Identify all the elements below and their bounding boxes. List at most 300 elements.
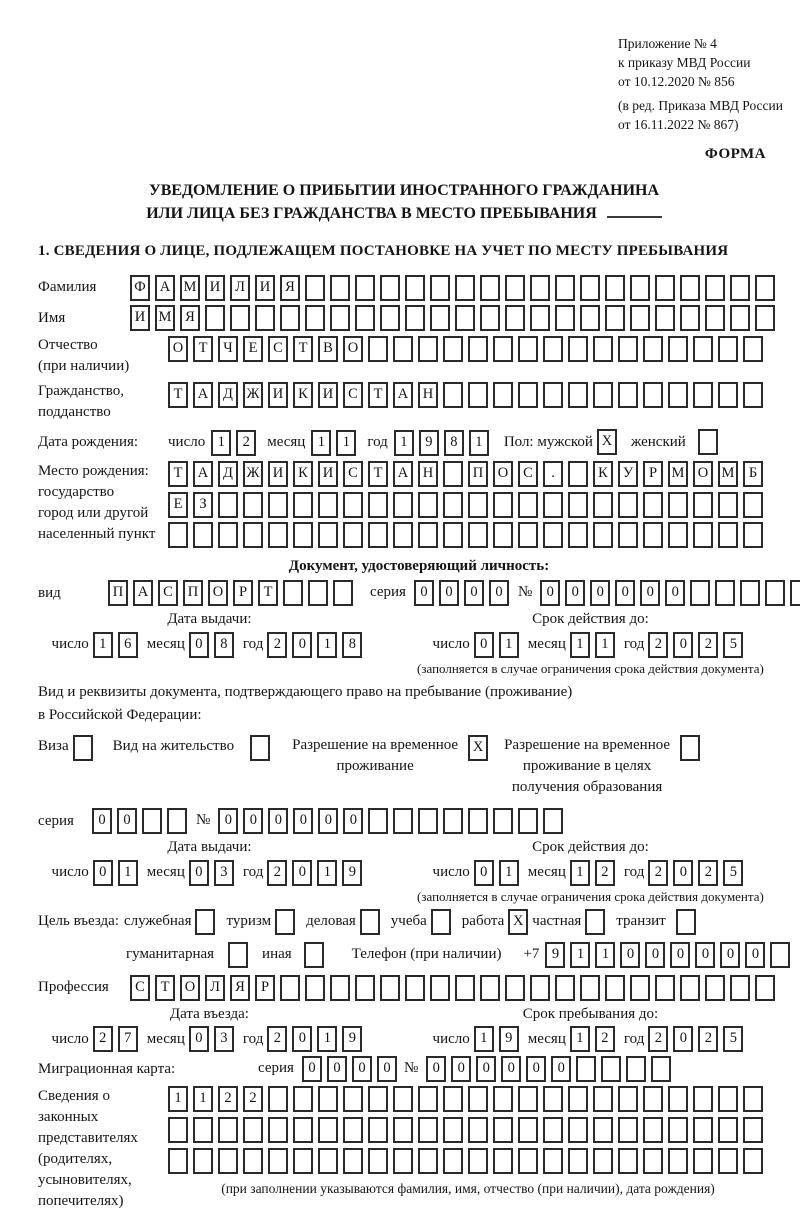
char-cell: 1 (317, 632, 337, 658)
char-cell (430, 275, 450, 301)
char-cell: 0 (189, 860, 209, 886)
char-cell: Ж (243, 382, 263, 408)
char-cell: Д (218, 461, 238, 487)
char-cell (355, 975, 375, 1001)
char-cell: 9 (342, 1026, 362, 1052)
char-cell: И (268, 382, 288, 408)
char-cell: И (130, 305, 150, 331)
char-cell: 1 (211, 430, 231, 456)
char-cell (343, 522, 363, 548)
birth-place-cells-2 (168, 491, 768, 518)
char-cell (218, 522, 238, 548)
char-cell (230, 305, 250, 331)
char-cell (468, 1148, 488, 1174)
char-cell: Р (233, 580, 253, 606)
char-cell (343, 1148, 363, 1174)
identity-doc-heading: Документ, удостоверяющий личность: (288, 558, 550, 575)
temp-residence-education-option (504, 735, 700, 798)
char-cell: 9 (342, 860, 362, 886)
char-cell (205, 305, 225, 331)
char-cell: Н (418, 382, 438, 408)
char-cell (643, 1148, 663, 1174)
legal-reps-row-2 (168, 1116, 768, 1143)
char-cell: 5 (723, 860, 743, 886)
char-cell (593, 1086, 613, 1112)
purpose-business-checkbox (360, 909, 380, 935)
char-cell: 0 (343, 808, 363, 834)
char-cell: 0 (302, 1056, 322, 1082)
given-name-label: Имя (38, 309, 66, 326)
char-cell (355, 305, 375, 331)
char-cell (393, 492, 413, 518)
day-label: число (168, 433, 206, 450)
char-cell (718, 492, 738, 518)
char-cell (543, 336, 563, 362)
permit-dates (38, 838, 800, 905)
char-cell: 0 (426, 1056, 446, 1082)
char-cell (743, 1086, 763, 1112)
char-cell (393, 1148, 413, 1174)
char-cell: 0 (327, 1056, 347, 1082)
char-cell: 5 (723, 1026, 743, 1052)
char-cell: И (205, 275, 225, 301)
day-label: число (51, 1030, 89, 1047)
stay-until-heading: Срок пребывания до: (522, 1005, 659, 1022)
char-cell: П (108, 580, 128, 606)
char-cell: 2 (698, 1026, 718, 1052)
char-cell (468, 522, 488, 548)
char-cell (718, 1086, 738, 1112)
entry-month-cells (189, 1026, 239, 1053)
permit-number-label: № (196, 812, 211, 829)
sex-male-label: Пол: мужской (503, 433, 593, 450)
char-cell: Я (180, 305, 200, 331)
char-cell: С (158, 580, 178, 606)
char-cell: Т (368, 461, 388, 487)
char-cell (368, 336, 388, 362)
month-label: месяц (146, 635, 185, 652)
char-cell: 0 (673, 860, 693, 886)
migration-number-label: № (403, 1060, 419, 1077)
year-label: год (623, 635, 645, 652)
char-cell: И (255, 275, 275, 301)
char-cell: 0 (352, 1056, 372, 1082)
char-cell (193, 1148, 213, 1174)
entry-stay-dates (38, 1005, 800, 1053)
char-cell (543, 522, 563, 548)
phone-label: Телефон (при наличии) (351, 946, 502, 963)
char-cell: 1 (595, 942, 615, 968)
char-cell: 0 (476, 1056, 496, 1082)
char-cell: Ф (130, 275, 150, 301)
char-cell (705, 275, 725, 301)
valid1-day-cells (474, 631, 524, 658)
day-label: число (51, 863, 89, 880)
char-cell (468, 336, 488, 362)
char-cell: 1 (336, 430, 356, 456)
char-cell (743, 1117, 763, 1143)
birth-place-label: Место рождения: государство город или другой населенный пункт (38, 462, 156, 542)
char-cell (693, 1086, 713, 1112)
migration-series-cells (302, 1055, 402, 1082)
issue1-year-cells (267, 631, 367, 658)
char-cell (468, 1086, 488, 1112)
char-cell (618, 1148, 638, 1174)
char-cell (468, 382, 488, 408)
char-cell (443, 1148, 463, 1174)
char-cell (518, 492, 538, 518)
char-cell: Т (258, 580, 278, 606)
char-cell (518, 808, 538, 834)
char-cell (218, 1148, 238, 1174)
char-cell: 1 (317, 1026, 337, 1052)
residence-permit-label: Вид на жительство (112, 737, 235, 754)
char-cell (305, 305, 325, 331)
char-cell: 0 (540, 580, 560, 606)
char-cell: И (318, 382, 338, 408)
stay-until-block (381, 1005, 800, 1053)
given-name-row (38, 305, 800, 332)
char-cell: Т (168, 382, 188, 408)
purpose-row-1 (38, 909, 800, 935)
char-cell: 0 (695, 942, 715, 968)
char-cell: 0 (292, 632, 312, 658)
phone-cells (545, 942, 795, 969)
char-cell (705, 975, 725, 1001)
char-cell (493, 382, 513, 408)
char-cell (668, 382, 688, 408)
legal-reps-note: (при заполнении указываются фамилия, имя, отчество (при наличии), дата рождения) (221, 1180, 715, 1196)
char-cell: С (268, 336, 288, 362)
char-cell: 1 (570, 1026, 590, 1052)
char-cell: Е (168, 492, 188, 518)
char-cell (618, 382, 638, 408)
char-cell (368, 1117, 388, 1143)
char-cell: 0 (489, 580, 509, 606)
char-cell: 0 (189, 1026, 209, 1052)
char-cell: 0 (665, 580, 685, 606)
birth-year-cells (394, 429, 494, 456)
char-cell (330, 275, 350, 301)
char-cell: П (468, 461, 488, 487)
char-cell: 0 (464, 580, 484, 606)
char-cell (718, 522, 738, 548)
char-cell (593, 336, 613, 362)
header-line-5: от 16.11.2022 № 867) (618, 117, 739, 132)
char-cell (318, 492, 338, 518)
profession-row (38, 974, 800, 1001)
char-cell (643, 336, 663, 362)
citizenship-row (38, 381, 800, 423)
char-cell (568, 1148, 588, 1174)
char-cell (680, 305, 700, 331)
char-cell (468, 808, 488, 834)
char-cell (318, 1148, 338, 1174)
char-cell (730, 975, 750, 1001)
char-cell (743, 336, 763, 362)
entry-date-heading: Дата въезда: (169, 1005, 249, 1022)
stay-until-row (381, 1026, 800, 1053)
char-cell (593, 1117, 613, 1143)
char-cell (730, 275, 750, 301)
char-cell: Р (643, 461, 663, 487)
purpose-other-checkbox (304, 942, 324, 968)
char-cell (255, 305, 275, 331)
month-label: месяц (267, 433, 306, 450)
char-cell (755, 275, 775, 301)
birth-day-cells (211, 429, 261, 456)
char-cell (765, 580, 785, 606)
char-cell (293, 492, 313, 518)
char-cell (580, 275, 600, 301)
char-cell: 1 (193, 1086, 213, 1112)
char-cell: 0 (526, 1056, 546, 1082)
char-cell (718, 1117, 738, 1143)
char-cell: 2 (648, 860, 668, 886)
purpose-study-checkbox (431, 909, 451, 935)
char-cell (305, 975, 325, 1001)
permit-number-cells (218, 808, 568, 835)
legal-reps-cells-3 (168, 1147, 768, 1174)
issue1-day-cells (93, 631, 143, 658)
char-cell: 0 (670, 942, 690, 968)
residence-doc-line-2: в Российской Федерации: (38, 706, 202, 723)
char-cell: К (293, 461, 313, 487)
char-cell (618, 1086, 638, 1112)
char-cell (343, 1086, 363, 1112)
char-cell (480, 975, 500, 1001)
char-cell (330, 305, 350, 331)
char-cell: 1 (570, 632, 590, 658)
char-cell: 0 (720, 942, 740, 968)
doc-type-cells (108, 579, 358, 606)
visa-checkbox (73, 735, 93, 761)
char-cell: М (155, 305, 175, 331)
char-cell: И (318, 461, 338, 487)
valid-until-2-heading: Срок действия до: (532, 839, 649, 856)
char-cell (380, 275, 400, 301)
char-cell (593, 522, 613, 548)
char-cell (268, 1086, 288, 1112)
char-cell: 2 (236, 430, 256, 456)
legal-reps-block (38, 1086, 800, 1212)
issue1-month-cells (189, 631, 239, 658)
char-cell (630, 275, 650, 301)
purpose-tourism-checkbox (275, 909, 295, 935)
migration-card-label: Миграционная карта: (38, 1060, 176, 1077)
char-cell: 1 (474, 1026, 494, 1052)
char-cell (443, 461, 463, 487)
char-cell (505, 305, 525, 331)
form-title-line-1: УВЕДОМЛЕНИЕ О ПРИБЫТИИ ИНОСТРАННОГО ГРАЖДАНИНА (148, 182, 660, 199)
char-cell (740, 580, 760, 606)
char-cell: К (593, 461, 613, 487)
doc-series-label: серия (370, 584, 406, 601)
char-cell (643, 492, 663, 518)
char-cell (668, 336, 688, 362)
char-cell: О (180, 975, 200, 1001)
legal-reps-cells-1 (168, 1086, 768, 1113)
migration-card-row (38, 1055, 800, 1082)
char-cell: Т (168, 461, 188, 487)
char-cell (543, 382, 563, 408)
char-cell (283, 580, 303, 606)
char-cell (430, 975, 450, 1001)
char-cell: Л (205, 975, 225, 1001)
char-cell: 2 (648, 632, 668, 658)
char-cell (393, 522, 413, 548)
char-cell (668, 1148, 688, 1174)
char-cell: 0 (640, 580, 660, 606)
month-label: месяц (527, 863, 566, 880)
char-cell (643, 382, 663, 408)
char-cell: 5 (723, 632, 743, 658)
header-reference-block (618, 34, 800, 134)
purpose-work-label: работа (461, 913, 505, 930)
char-cell (690, 580, 710, 606)
char-cell: О (693, 461, 713, 487)
char-cell: 0 (439, 580, 459, 606)
char-cell (305, 275, 325, 301)
char-cell (715, 580, 735, 606)
header-line-3: от 10.12.2020 № 856 (618, 74, 735, 89)
char-cell (743, 492, 763, 518)
purpose-label: Цель въезда: (38, 913, 119, 930)
char-cell: 0 (189, 632, 209, 658)
purpose-transit-checkbox (676, 909, 696, 935)
entry-day-cells (93, 1026, 143, 1053)
char-cell (343, 1117, 363, 1143)
char-cell: 9 (545, 942, 565, 968)
valid1-month-cells (570, 631, 620, 658)
char-cell (693, 382, 713, 408)
surname-row (38, 274, 800, 301)
profession-label: Профессия (38, 979, 109, 996)
char-cell (693, 1117, 713, 1143)
char-cell: Т (193, 336, 213, 362)
valid-until-2-row (381, 859, 800, 886)
char-cell: М (718, 461, 738, 487)
char-cell (493, 808, 513, 834)
char-cell: О (493, 461, 513, 487)
char-cell (418, 336, 438, 362)
issue-date-2-block (38, 838, 381, 905)
char-cell (443, 492, 463, 518)
char-cell: 0 (745, 942, 765, 968)
char-cell: 1 (595, 632, 615, 658)
char-cell (318, 1117, 338, 1143)
char-cell: 2 (243, 1086, 263, 1112)
char-cell (655, 275, 675, 301)
char-cell (280, 975, 300, 1001)
sex-female-checkbox (698, 429, 718, 455)
birth-date-label: Дата рождения: (38, 434, 139, 451)
char-cell (168, 1117, 188, 1143)
char-cell (393, 808, 413, 834)
char-cell: 3 (214, 860, 234, 886)
char-cell: 1 (570, 860, 590, 886)
char-cell: Р (255, 975, 275, 1001)
char-cell: А (193, 382, 213, 408)
issue-date-1-heading: Дата выдачи: (167, 610, 252, 627)
char-cell (580, 975, 600, 1001)
char-cell (218, 1117, 238, 1143)
legal-reps-cells-2 (168, 1116, 768, 1143)
char-cell (243, 1117, 263, 1143)
month-label: месяц (527, 1030, 566, 1047)
citizenship-label: Гражданство, подданство (38, 383, 125, 421)
char-cell (580, 305, 600, 331)
char-cell: 9 (419, 430, 439, 456)
char-cell (543, 492, 563, 518)
char-cell (193, 1117, 213, 1143)
char-cell (368, 522, 388, 548)
purpose-humanitarian-checkbox (228, 942, 248, 968)
birth-date-row (38, 429, 800, 456)
char-cell (555, 975, 575, 1001)
char-cell (443, 336, 463, 362)
char-cell (530, 975, 550, 1001)
char-cell (680, 975, 700, 1001)
char-cell (443, 808, 463, 834)
char-cell: 0 (243, 808, 263, 834)
char-cell: С (518, 461, 538, 487)
residence-permit-checkbox (250, 735, 270, 761)
temp-residence-education-label: Разрешение на временное проживание в целях получения образования (504, 736, 671, 795)
char-cell (418, 1086, 438, 1112)
char-cell (418, 522, 438, 548)
birth-place-cell-rows (168, 461, 768, 553)
char-cell (668, 492, 688, 518)
valid-until-1-row (381, 631, 800, 658)
char-cell: 0 (565, 580, 585, 606)
char-cell: 7 (118, 1026, 138, 1052)
birth-month-cells (311, 429, 361, 456)
char-cell: В (318, 336, 338, 362)
purpose-row-2 (38, 942, 800, 969)
char-cell: 0 (620, 942, 640, 968)
char-cell (593, 1148, 613, 1174)
char-cell (618, 336, 638, 362)
char-cell (268, 492, 288, 518)
char-cell: А (393, 461, 413, 487)
char-cell (755, 305, 775, 331)
char-cell (668, 522, 688, 548)
valid-until-1-note: (заполняется в случае ограничения срока действия документа) (417, 660, 764, 676)
char-cell (630, 305, 650, 331)
char-cell: 1 (118, 860, 138, 886)
char-cell (605, 975, 625, 1001)
char-cell (368, 808, 388, 834)
char-cell: А (193, 461, 213, 487)
char-cell (468, 1117, 488, 1143)
char-cell (405, 275, 425, 301)
char-cell: 1 (394, 430, 414, 456)
char-cell (643, 522, 663, 548)
char-cell: А (155, 275, 175, 301)
char-cell (455, 275, 475, 301)
purpose-work-checkbox: X (508, 909, 528, 935)
legal-reps-row-3 (168, 1147, 768, 1174)
char-cell (643, 1117, 663, 1143)
char-cell: Т (368, 382, 388, 408)
char-cell: 1 (317, 860, 337, 886)
char-cell (455, 305, 475, 331)
char-cell (493, 492, 513, 518)
char-cell: Т (293, 336, 313, 362)
char-cell: 2 (267, 632, 287, 658)
issue2-day-cells (93, 859, 143, 886)
